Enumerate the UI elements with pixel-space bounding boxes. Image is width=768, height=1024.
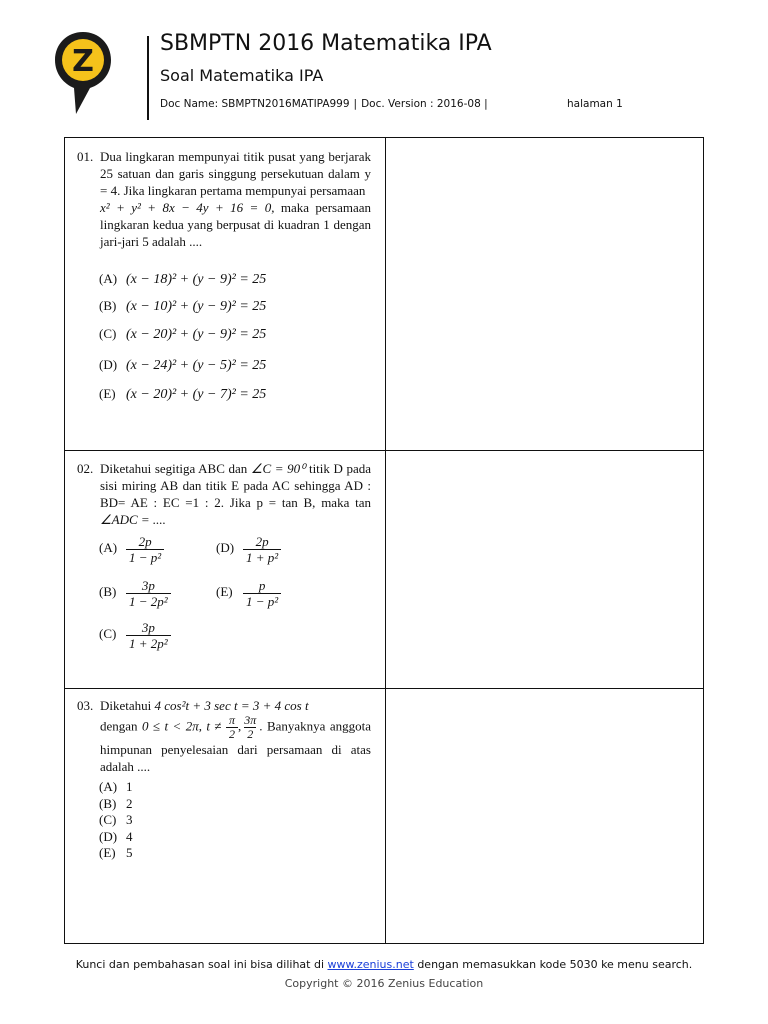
option-e: (E) 5 xyxy=(99,845,133,860)
question-number: 03. xyxy=(77,698,94,713)
option-c: (C) (x − 20)² + (y − 9)² = 25 xyxy=(99,326,267,342)
equation: 4 cos²t + 3 sec t = 3 + 4 cos t xyxy=(154,698,309,713)
copyright: Copyright © 2016 Zenius Education xyxy=(284,977,484,990)
doc-subtitle: Soal Matematika IPA xyxy=(160,66,324,85)
option-d: (D) (x − 24)² + (y − 5)² = 25 xyxy=(99,357,267,373)
row-divider xyxy=(64,688,704,689)
option-b: (B) (x − 10)² + (y − 9)² = 25 xyxy=(99,298,267,314)
option-d: (D) $\frac{2p}{\text{1 + p²}}$ xyxy=(216,534,281,565)
question-stem: Diketahui segitiga ABC dan ∠C = 90⁰ titik D pada sisi miring AB dan titik E pada AC sehingga AD : BD= AE : EC =1 : 2. Jika p = tan B, maka tan ∠ADC = .... xyxy=(100,461,372,527)
row-divider xyxy=(64,450,704,451)
option-e: (E) $\frac{p}{\text{1 − p²}}$ xyxy=(216,578,281,609)
option-b: (B) 2 xyxy=(99,796,133,811)
option-c: (C) $\frac{3p}{\text{1 + 2p²}}$ xyxy=(99,620,171,651)
option-b: (B) $\frac{3p}{\text{1 − 2p²}}$ xyxy=(99,578,171,609)
equation: x² + y² + 8x − 4y + 16 = 0, xyxy=(100,200,275,215)
question-2 xyxy=(77,460,371,528)
option-e: (E) (x − 20)² + (y − 7)² = 25 xyxy=(99,386,267,402)
option-a: (A) $\frac{2p}{\text{1 − p²}}$ xyxy=(99,534,164,565)
question-1 xyxy=(77,148,371,250)
option-a: (A) 1 xyxy=(99,779,133,794)
doc-title: SBMPTN 2016 Matematika IPA xyxy=(160,31,492,56)
option-a: (A) (x − 18)² + (y − 9)² = 25 xyxy=(99,271,267,287)
column-divider xyxy=(385,137,386,944)
option-d: (D) 4 xyxy=(99,829,133,844)
header-divider xyxy=(147,36,149,120)
zenius-link[interactable]: www.zenius.net xyxy=(327,958,414,971)
question-stem: Diketahui 4 cos²t + 3 sec t = 3 + 4 cos t dengan 0 ≤ t < 2π, t ≠ $\frac{\pi}{2}$ , $\frac{3\pi}{2}$ . Banyaknya anggota himpunan penyelesaian dari persamaan di atas adalah .... xyxy=(100,698,372,774)
footer-note: Kunci dan pembahasan soal ini bisa dilihat di www.zenius.net dengan memasukkan kode 5030 ke menu search. xyxy=(75,958,693,971)
page-number: halaman 1 xyxy=(567,98,623,110)
zenius-logo xyxy=(54,30,112,116)
equation: ∠C = 90⁰ xyxy=(250,461,306,476)
doc-meta: Doc Name: SBMPTN2016MATIPA999 | Doc. Version : 2016-08 | xyxy=(160,98,488,110)
option-c: (C) 3 xyxy=(99,812,133,827)
doc-version: Doc. Version : 2016-08 | xyxy=(361,98,488,110)
svg-text:Z: Z xyxy=(72,44,94,79)
question-3 xyxy=(77,697,371,775)
question-number: 02. xyxy=(77,461,94,476)
question-number: 01. xyxy=(77,149,94,164)
doc-name: Doc Name: SBMPTN2016MATIPA999 xyxy=(160,98,350,110)
question-stem: Dua lingkaran mempunyai titik pusat yang berjarak 25 satuan dan garis singgung persekutuan dalam y = 4. Jika lingkaran pertama mempunyai persamaan x² + y² + 8x − 4y + 16 = 0, maka persamaan lingkaran kedua yang berpusat di kuadran 1 dengan jari-jari 5 adalah .... xyxy=(100,149,372,249)
